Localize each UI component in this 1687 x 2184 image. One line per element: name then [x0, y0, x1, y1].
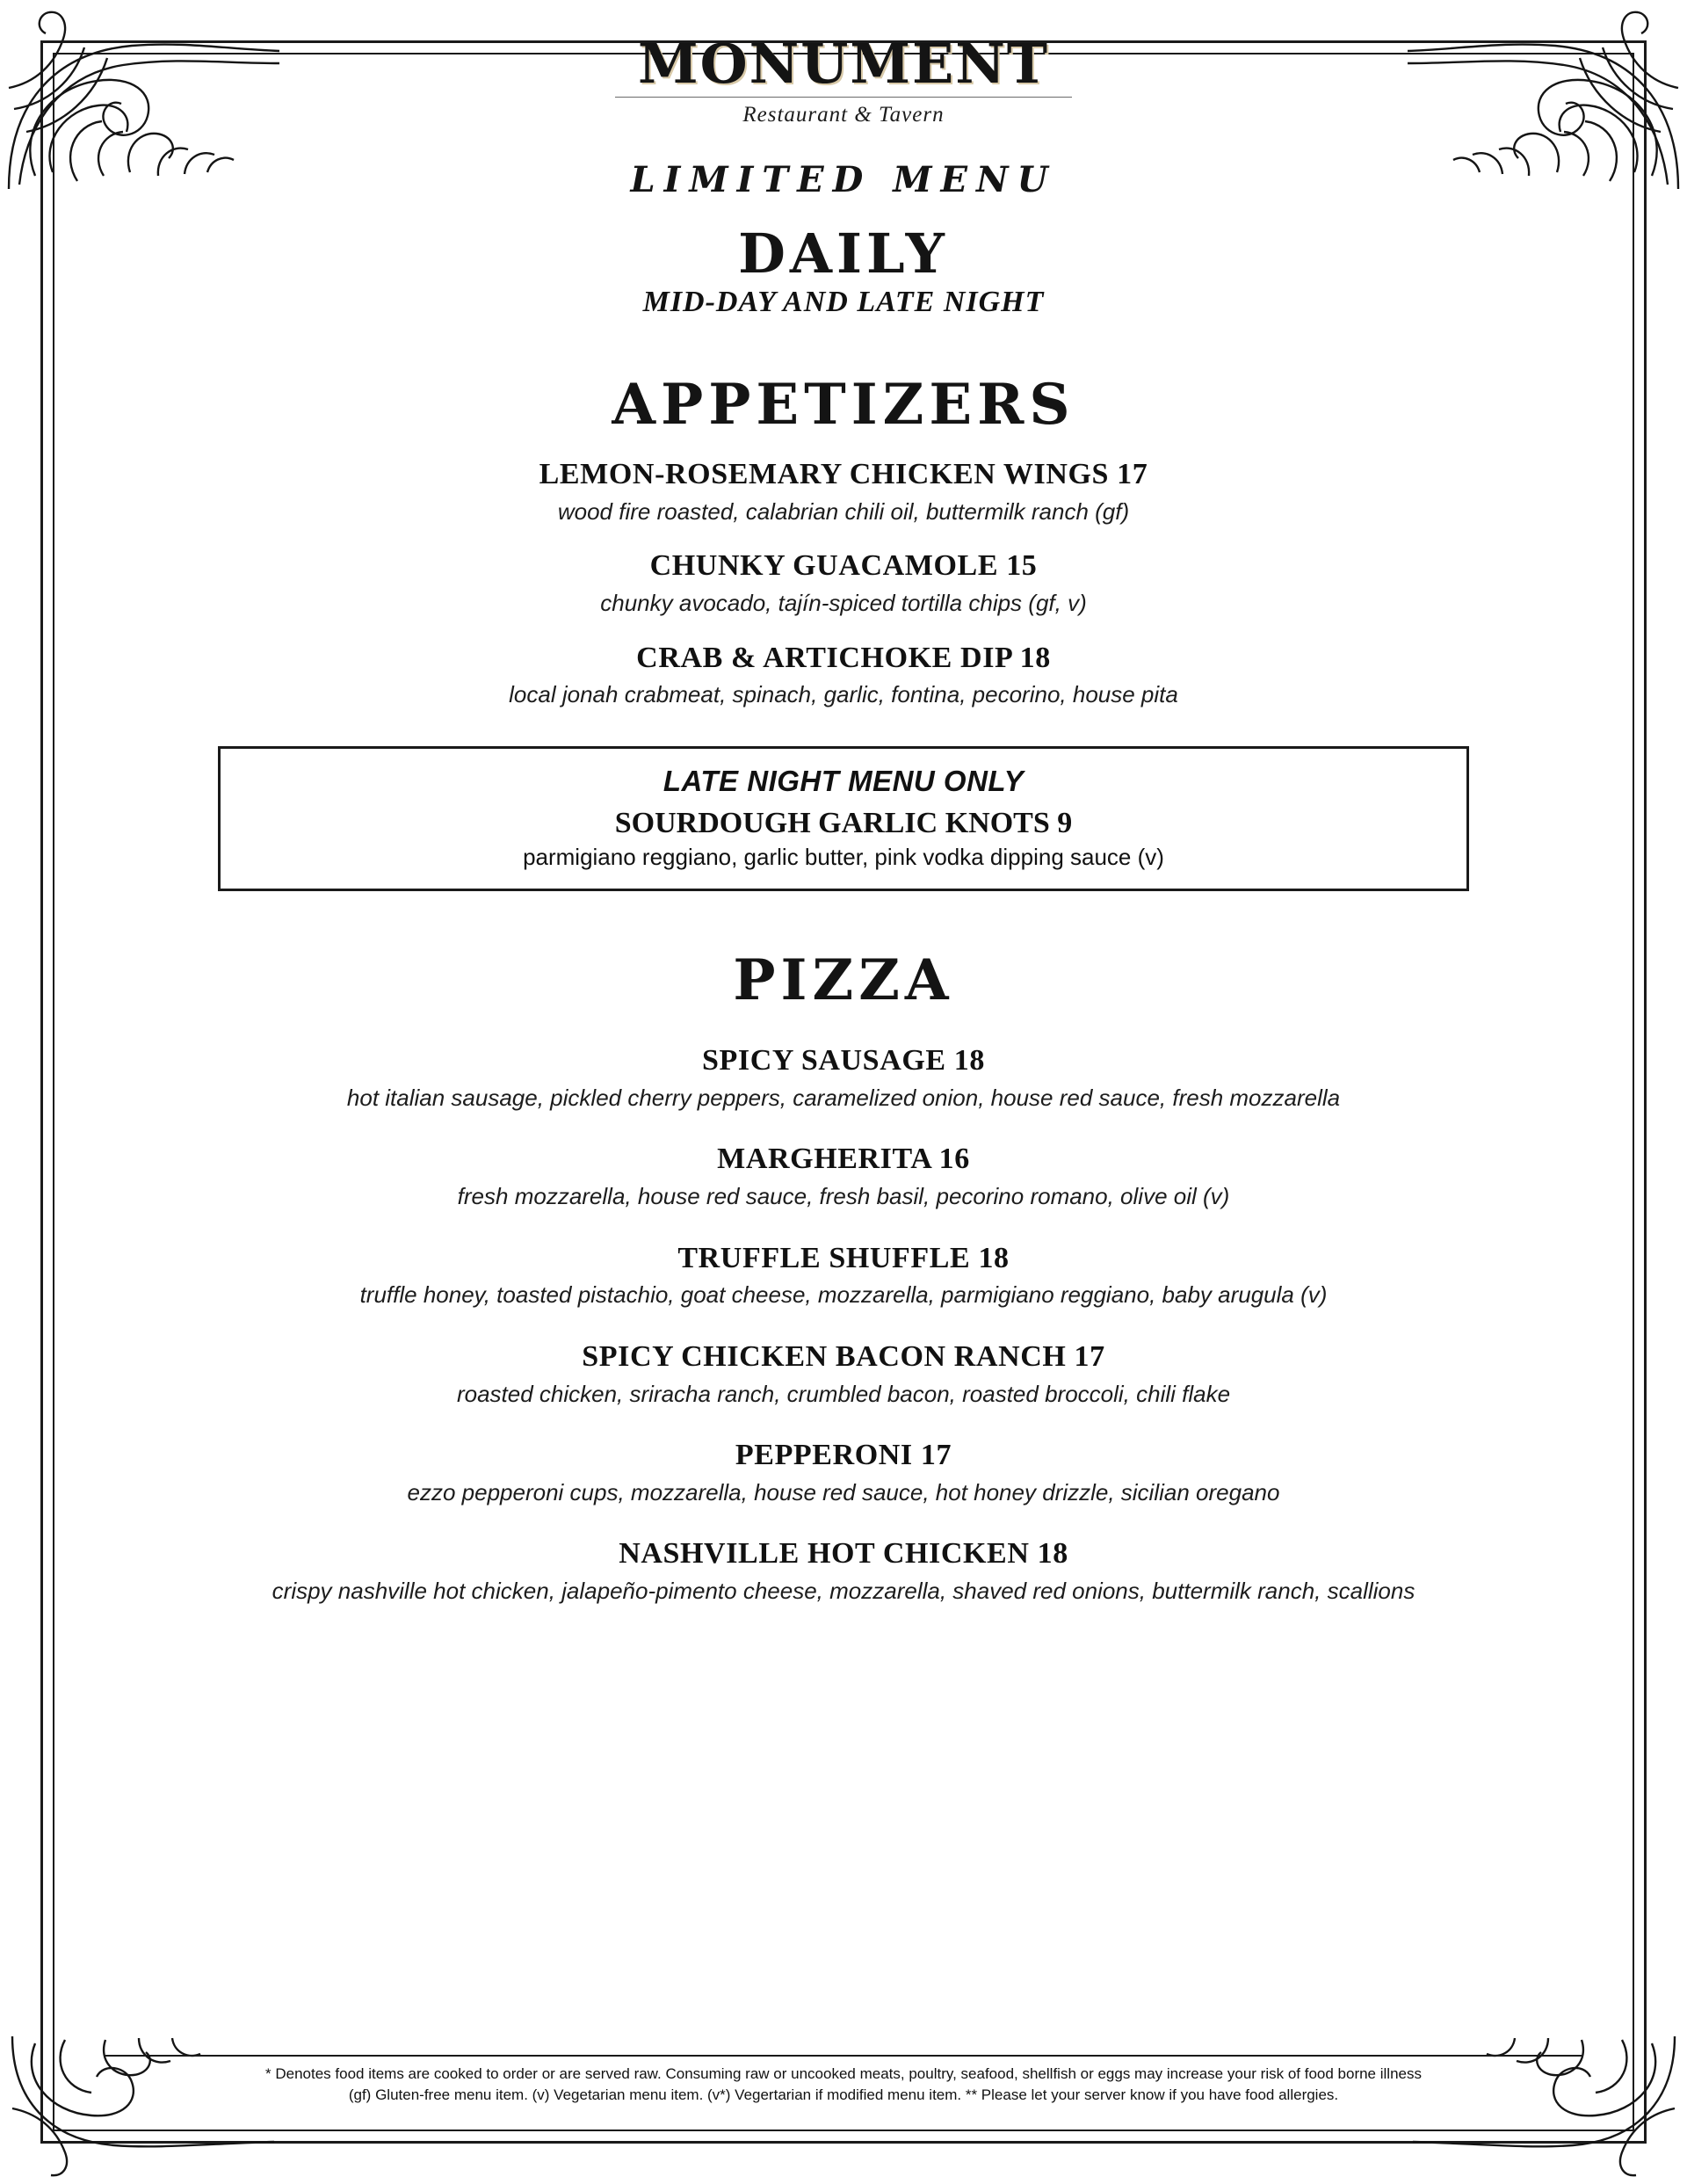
footer-disclaimer [105, 2055, 1582, 2107]
menu-item [132, 1438, 1555, 1506]
menu-item [132, 1241, 1555, 1310]
menu-item-description: wood fire roasted, calabrian chili oil, buttermilk ranch (gf) [557, 497, 1130, 525]
logo-divider [615, 97, 1072, 98]
late-night-item-name: SOURDOUGH GARLIC KNOTS 9 [614, 806, 1073, 839]
menu-item-name: SPICY CHICKEN BACON RANCH 17 [582, 1339, 1105, 1373]
menu-item-name: CHUNKY GUACAMOLE 15 [649, 549, 1038, 583]
menu-item [132, 548, 1555, 617]
menu-item-name: MARGHERITA 16 [717, 1143, 970, 1176]
appetizer-list [132, 457, 1555, 709]
limited-menu-heading: LIMITED MENU [630, 159, 1057, 200]
menu-item-name: LEMON-ROSEMARY CHICKEN WINGS 17 [539, 458, 1148, 491]
late-night-title: LATE NIGHT MENU ONLY [662, 764, 1025, 797]
menu-item-description: roasted chicken, sriracha ranch, crumbled bacon, roasted broccoli, chili flake [456, 1380, 1231, 1407]
menu-item-name: TRUFFLE SHUFFLE 18 [677, 1241, 1010, 1274]
menu-item [132, 1043, 1555, 1112]
late-night-menu-box [218, 746, 1469, 891]
menu-item-name: PEPPERONI 17 [735, 1439, 952, 1472]
section-title-appetizers: APPETIZERS [612, 372, 1075, 439]
menu-item-name: NASHVILLE HOT CHICKEN 18 [619, 1537, 1068, 1571]
menu-item-description: chunky avocado, tajín-spiced tortilla chips (gf, v) [600, 590, 1087, 617]
menu-item-description: crispy nashville hot chicken, jalapeño-pimento cheese, mozzarella, shaved red onions, buttermilk ranch, scallions [272, 1578, 1415, 1605]
pizza-list [132, 1043, 1555, 1606]
menu-item-description: fresh mozzarella, house red sauce, fresh basil, pecorino romano, olive oil (v) [457, 1183, 1230, 1210]
daily-subheading: MID-DAY AND LATE NIGHT [642, 286, 1045, 319]
restaurant-name: MONUMENT [637, 32, 1050, 96]
section-title-pizza: PIZZA [733, 947, 954, 1013]
menu-item-description: truffle honey, toasted pistachio, goat cheese, mozzarella, parmigiano reggiano, baby arugula (v) [359, 1281, 1328, 1309]
menu-item [132, 1339, 1555, 1408]
footer-line-2: (gf) Gluten-free menu item. (v) Vegetarian menu item. (v*) Vegertarian if modified menu item. ** Please let your server know if you have food allergies. [348, 2086, 1339, 2104]
menu-item-name: CRAB & ARTICHOKE DIP 18 [636, 641, 1051, 674]
menu-item [132, 1142, 1555, 1210]
menu-item-description: ezzo pepperoni cups, mozzarella, house red sauce, hot honey drizzle, sicilian oregano [407, 1478, 1280, 1506]
daily-heading: DAILY [738, 221, 949, 286]
menu-item [132, 1536, 1555, 1605]
menu-item [132, 641, 1555, 709]
menu-item-name: SPICY SAUSAGE 18 [702, 1043, 985, 1077]
restaurant-logo [132, 32, 1555, 127]
menu-item-description: local jonah crabmeat, spinach, garlic, fontina, pecorino, house pita [509, 681, 1178, 708]
menu-item [132, 457, 1555, 526]
restaurant-tagline: Restaurant & Tavern [742, 103, 945, 127]
menu-item-description: hot italian sausage, pickled cherry peppers, caramelized onion, house red sauce, fresh mozzarella [346, 1084, 1341, 1111]
late-night-item-description: parmigiano reggiano, garlic butter, pink vodka dipping sauce (v) [523, 843, 1164, 870]
footer-divider [105, 2055, 1582, 2057]
footer-line-1: * Denotes food items are cooked to order or are served raw. Consuming raw or uncooked meats, poultry, seafood, shellfish or eggs may increase your risk of food borne illness [265, 2064, 1422, 2082]
